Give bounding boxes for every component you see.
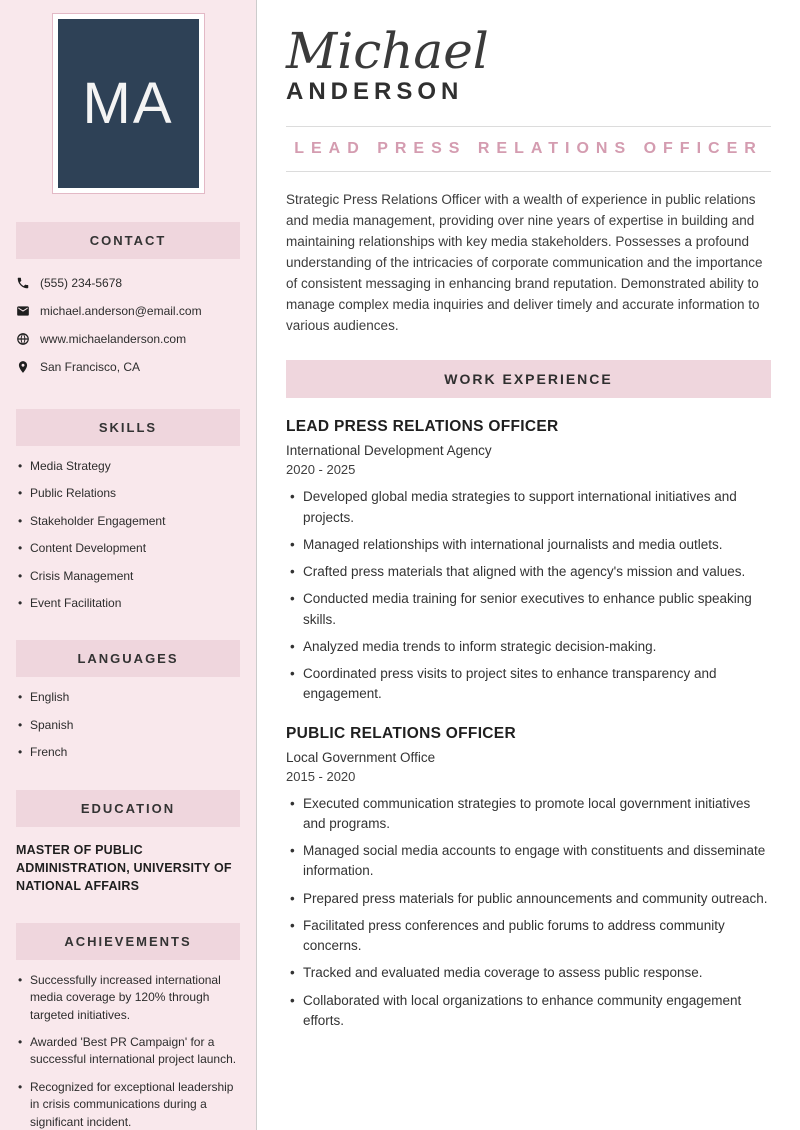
education-section-header: EDUCATION	[16, 790, 240, 827]
language-item: • Spanish	[16, 717, 240, 734]
languages-section	[16, 640, 240, 761]
skills-section-header: SKILLS	[16, 409, 240, 446]
contact-website-text: www.michaelanderson.com	[40, 332, 187, 346]
job-dates: 2020 - 2025	[286, 462, 356, 478]
job-bullet: • Executed communication strategies to promote local government initiatives and programs.	[286, 794, 771, 835]
achievements-section	[16, 923, 240, 1130]
last-name: ANDERSON	[286, 78, 464, 105]
job-entry	[286, 725, 771, 1032]
job-bullet: • Coordinated press visits to project sites to enhance transparency and engagement.	[286, 664, 771, 705]
job-bullet: • Crafted press materials that aligned with the agency's mission and values.	[286, 562, 771, 582]
contact-email	[16, 297, 240, 325]
job-title: LEAD PRESS RELATIONS OFFICER	[286, 418, 559, 436]
achievement-item: • Recognized for exceptional leadership in crisis communications during a significant incident.	[16, 1079, 240, 1130]
contact-location	[16, 353, 240, 381]
contact-email-text: michael.anderson@email.com	[40, 304, 202, 318]
job-title: PUBLIC RELATIONS OFFICER	[286, 724, 516, 742]
language-item: • English	[16, 689, 240, 706]
job-bullet: • Managed relationships with international journalists and media outlets.	[286, 535, 771, 555]
skill-item: • Crisis Management	[16, 568, 240, 585]
achievement-item: • Successfully increased international media coverage by 120% through targeted initiatives.	[16, 972, 240, 1024]
profile-initials: MA	[82, 71, 174, 136]
achievement-item: • Awarded 'Best PR Campaign' for a successful international project launch.	[16, 1034, 240, 1069]
education-section	[16, 790, 240, 895]
job-bullet: • Collaborated with local organizations to enhance community engagement efforts.	[286, 991, 771, 1032]
skill-item: • Content Development	[16, 540, 240, 557]
location-icon	[16, 360, 30, 374]
work-experience-header: WORK EXPERIENCE	[286, 360, 771, 398]
contact-phone-text: (555) 234-5678	[40, 276, 123, 290]
language-item: • French	[16, 744, 240, 761]
job-bullet: • Managed social media accounts to engage with constituents and disseminate information.	[286, 841, 771, 882]
profile-photo-frame	[52, 13, 205, 194]
languages-list	[16, 689, 240, 761]
contact-website	[16, 325, 240, 353]
education-degree: MASTER OF PUBLIC ADMINISTRATION, UNIVERSITY OF NATIONAL AFFAIRS	[16, 842, 232, 893]
profile-summary: Strategic Press Relations Officer with a wealth of experience in public relations and media management, providing over nine years of expertise in building and maintaining relationships with key media stakeholders. Possesses a profound understanding of the intricacies of corporate communication and the importance of consistent messaging in enhancing brand reputation. Demonstrated ability to manage complex media inquiries and deliver timely and accurate information to various audiences.	[286, 192, 763, 333]
skill-item: • Public Relations	[16, 485, 240, 502]
contact-phone	[16, 269, 240, 297]
name-header	[286, 22, 771, 106]
email-icon	[16, 304, 30, 318]
achievements-list	[16, 972, 240, 1130]
job-company: Local Government Office	[286, 749, 436, 765]
skill-item: • Media Strategy	[16, 458, 240, 475]
first-name: Michael	[286, 22, 489, 80]
headline-job-title: LEAD PRESS RELATIONS OFFICER	[294, 140, 763, 157]
job-bullet: • Prepared press materials for public announcements and community outreach.	[286, 889, 771, 909]
contact-location-text: San Francisco, CA	[40, 360, 141, 374]
phone-icon	[16, 276, 30, 290]
skills-list	[16, 458, 240, 612]
main-content	[257, 0, 800, 1130]
sidebar	[0, 0, 257, 1130]
contact-section	[16, 222, 240, 381]
job-bullet: • Developed global media strategies to support international initiatives and projects.	[286, 487, 771, 528]
job-entry	[286, 418, 771, 704]
contact-section-header: CONTACT	[16, 222, 240, 259]
contact-list	[16, 269, 240, 381]
job-bullet: • Facilitated press conferences and public forums to address community concerns.	[286, 916, 771, 957]
achievements-section-header: ACHIEVEMENTS	[16, 923, 240, 960]
skills-section	[16, 409, 240, 612]
languages-section-header: LANGUAGES	[16, 640, 240, 677]
job-bullet: • Analyzed media trends to inform strategic decision-making.	[286, 637, 771, 657]
profile-photo	[58, 19, 199, 188]
job-dates: 2015 - 2020	[286, 768, 356, 784]
job-bullet: • Conducted media training for senior executives to enhance public speaking skills.	[286, 589, 771, 630]
job-bullet-list	[286, 487, 771, 704]
job-company: International Development Agency	[286, 443, 492, 459]
skill-item: • Stakeholder Engagement	[16, 513, 240, 530]
headline-divider-bottom	[286, 171, 771, 172]
website-icon	[16, 332, 30, 346]
job-bullet-list	[286, 794, 771, 1032]
job-bullet: • Tracked and evaluated media coverage to assess public response.	[286, 963, 771, 983]
skill-item: • Event Facilitation	[16, 595, 240, 612]
